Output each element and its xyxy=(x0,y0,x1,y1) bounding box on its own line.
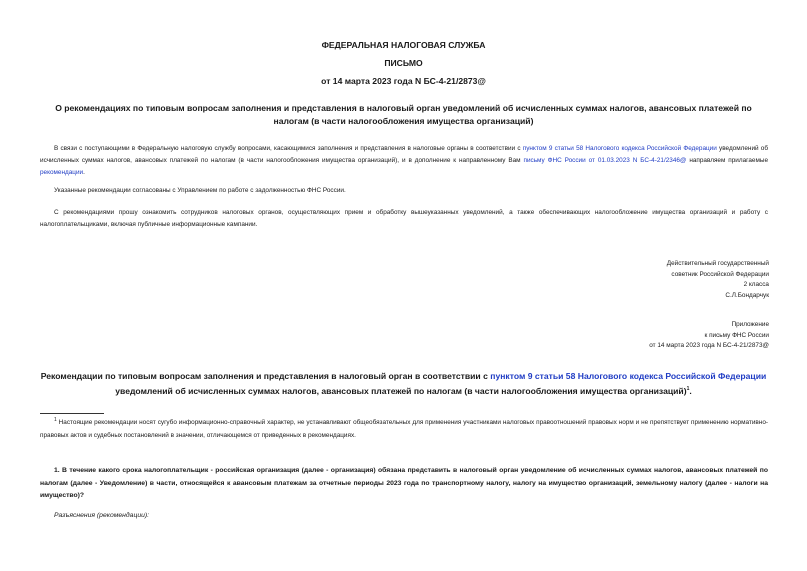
recommendations-title xyxy=(40,370,767,398)
p1-text-3: направляем прилагаемые xyxy=(686,157,768,164)
signature-block xyxy=(569,259,769,301)
signatory-name: С.Л.Бондарчук xyxy=(725,291,769,299)
rec-title-text-1: Рекомендации по типовым вопросам заполнения и представления в налоговый орган в соответствии с xyxy=(40,371,491,381)
question-1: 1. В течение какого срока налогоплательщик - российская организация (далее - организация) обязана представить в налоговый орган уведомление об исчисленных суммах налогов, авансовых платежей по налогам (далее - Уведомление) в части, относящейся к авансовым платежам за отчетные периоды 2023 года по транспортному налогу, налогу на имущество организаций, земельному налогу (далее - налоги на имущество)? xyxy=(40,467,768,500)
rec-title-text-3: . xyxy=(689,385,692,396)
appendix-line-2: к письму ФНС России xyxy=(704,331,769,339)
explanation-label: Разъяснения (рекомендации): xyxy=(54,512,150,519)
footnote-mark: 1 xyxy=(54,417,57,423)
document-type: ПИСЬМО xyxy=(384,58,423,68)
link-rec-tax-code-art58[interactable]: пунктом 9 статьи 58 Налогового кодекса Российской Федерации xyxy=(490,371,767,381)
link-fns-letter-2346[interactable]: письму ФНС России от 01.03.2023 N БС-4-21/2346@ xyxy=(523,157,687,164)
footnote-reference[interactable]: 1 xyxy=(686,386,690,392)
link-tax-code-art58[interactable]: пунктом 9 статьи 58 Налогового кодекса Российской Федерации xyxy=(522,145,717,152)
body-paragraph-3: С рекомендациями прошу ознакомить сотрудников налоговых органов, осуществляющих прием и обработку вышеуказанных уведомлений, а также обеспечивающих налогообложение имущества организаций и работу с налогоплательщиками, включая публичные информационные кампании. xyxy=(40,209,768,228)
appendix-block xyxy=(509,320,769,352)
appendix-line-1: Приложение xyxy=(731,321,769,328)
signature-line-1: Действительный государственный xyxy=(666,260,769,267)
appendix-line-3: от 14 марта 2023 года N БС-4-21/2873@ xyxy=(649,342,769,350)
agency-name: ФЕДЕРАЛЬНАЯ НАЛОГОВАЯ СЛУЖБА xyxy=(321,40,486,50)
document-subject: О рекомендациях по типовым вопросам заполнения и представления в налоговый орган уведомлений об исчисленных суммах налогов, авансовых платежей по налогам (в части налогообложения имущества организаций) xyxy=(55,103,752,126)
signature-line-2: советник Российской Федерации xyxy=(671,270,769,278)
footnote-text: Настоящие рекомендации носят сугубо информационно-справочный характер, не устанавливают общеобязательных для применения участниками налоговых правоотношений правовых норм и не препятствует применению нормативно-правовых актов и судебных постановлений в значении, отличающемся от приведенных в рекомендациях. xyxy=(40,419,768,439)
body-paragraph-1 xyxy=(40,143,768,179)
footnote xyxy=(40,414,768,442)
p1-text-4: . xyxy=(83,169,85,176)
document-date-number: от 14 марта 2023 года N БС-4-21/2873@ xyxy=(321,76,486,86)
rec-title-text-2: уведомлений об исчисленных суммах налогов, авансовых платежей по налогам (в части налогообложения имущества организаций) xyxy=(115,385,687,396)
signature-line-3: 2 класса xyxy=(743,281,769,289)
link-recommendations[interactable]: рекомендации xyxy=(40,169,84,176)
p1-text-1: В связи с поступающими в Федеральную налоговую службу вопросами, касающимися заполнения и представления в налоговые органы в соответствии с xyxy=(54,145,523,152)
body-paragraph-2: Указанные рекомендации согласованы с Управлением по работе с задолженностью ФНС России. xyxy=(54,187,346,194)
p1-text-2: уведомлений об исчисленных суммах налогов, авансовых платежей по налогам (в части налогообложения имущества организаций), и в дополнение к направленному Вам xyxy=(40,145,768,164)
